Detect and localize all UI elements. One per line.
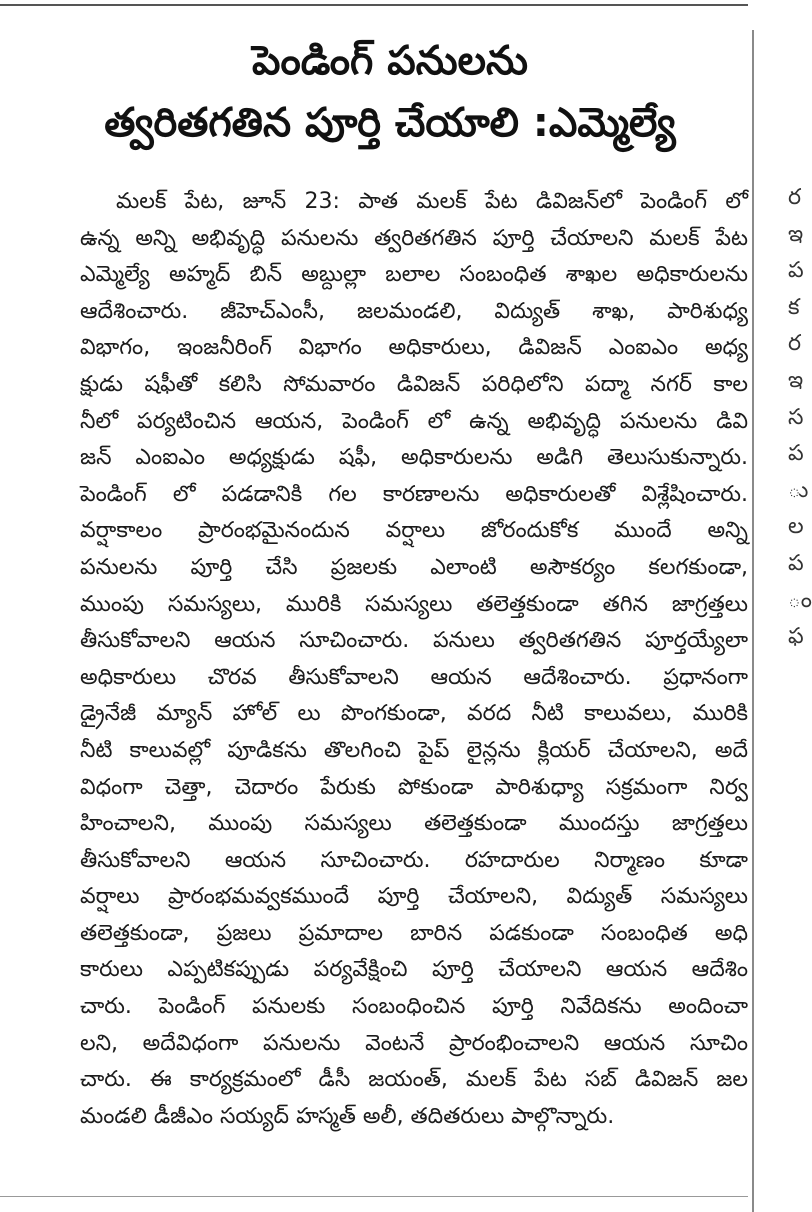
adjacent-column-fragment-text: ల — [788, 514, 804, 540]
article-line: చారు. పెండింగ్ పనులకు సంబంధించిన పూర్తి నివేదికను అందించా — [80, 994, 748, 1020]
headline-line-2: త్వరితగతిన పూర్తి చేయాలి :ఎమ్మెల్యే — [104, 100, 676, 146]
article-line: విభాగం, ఇంజనీరింగ్ విభాగం అధికారులు, డివిజన్ ఎంఐఎం అధ్య — [80, 335, 748, 361]
article-line: జన్ ఎంఐఎం అధ్యక్షుడు షఫీ, అధికారులను అడిగి తెలుసుకున్నారు. — [80, 445, 748, 471]
article-line: పెండింగ్ లో పడడానికి గల కారణాలను అధికారులతో విశ్లేషించారు. — [80, 481, 748, 507]
article-line: ముంపు సమస్యలు, మురికి సమస్యలు తలెత్తకుండా తగిన జాగ్రత్తలు — [80, 591, 748, 617]
article-line: వర్షాకాలం ప్రారంభమైనందున వర్షాలు జోరందుకోక ముందే అన్ని — [80, 518, 748, 544]
adjacent-column-fragment-text: ఇ — [788, 221, 804, 247]
article-line: మండలి డీజీఎం సయ్యద్ హస్మత్ అలీ, తదితరులు పాల్గొన్నారు. — [80, 1103, 615, 1129]
article-line: క్షుడు షఫీతో కలిసి సోమవారం డివిజన్ పరిధిలోని పద్మా నగర్ కాల — [80, 371, 748, 397]
adjacent-column-fragment-text: ప — [788, 550, 804, 576]
article-line: లని, అదేవిధంగా పనులను వెంటనే ప్రారంభించాలని ఆయన సూచిం — [80, 1030, 748, 1056]
adjacent-column-fragment-text: ం — [788, 587, 812, 613]
article-line: తీసుకోవాలని ఆయన సూచించారు. పనులు త్వరితగతిన పూర్తయ్యేలా — [80, 628, 748, 654]
article-body — [80, 184, 748, 1135]
adjacent-column-fragment — [760, 180, 812, 650]
article-line: విధంగా చెత్తా, చెదారం పేరుకు పోకుండా పారిశుధ్యా సక్రమంగా నిర్వ — [80, 774, 748, 800]
article-line: నీలో పర్యటించిన ఆయన, పెండింగ్ లో ఉన్న అభివృద్ధి పనులను డివి — [80, 408, 748, 434]
column-divider — [752, 30, 754, 1212]
article-line: కారులు ఎప్పటికప్పుడు పర్యవేక్షించి పూర్తి చేయాలని ఆయన ఆదేశిం — [80, 957, 748, 983]
article-line: నీటి కాలువల్లో పూడికను తొలగించి పైప్ లైన్లను క్లియర్ చేయాలని, అదే — [80, 737, 748, 763]
article-line: డ్రైనేజీ మ్యాన్ హోల్ లు పొంగకుండా, వరద నీటి కాలువలు, మురికి — [80, 701, 748, 727]
article-line: తీసుకోవాలని ఆయన సూచించారు. రహదారుల నిర్మాణం కూడా — [80, 847, 748, 873]
adjacent-column-fragment-text: ప — [788, 441, 804, 467]
adjacent-column-fragment-text: ర — [788, 331, 802, 357]
article-line: ఆదేశించారు. జీహెచ్‌ఎంసీ, జలమండలి, విద్యుత్ శాఖ, పారిశుధ్య — [80, 298, 748, 324]
adjacent-column-fragment-text: స — [788, 404, 804, 430]
article-line: మలక్ పేట, జూన్ 23: పాత మలక్ పేట డివిజన్‌లో పెండింగ్ లో — [116, 189, 748, 214]
article-line: అధికారులు చొరవ తీసుకోవాలని ఆయన ఆదేశించారు. ప్రధానంగా — [80, 664, 748, 690]
article-line: పనులను పూర్తి చేసి ప్రజలకు ఎలాంటి అసౌకర్యం కలగకుండా, — [80, 554, 748, 580]
bottom-rule — [0, 1196, 748, 1197]
article-line: చారు. ఈ కార్యక్రమంలో డీసీ జయంత్, మలక్ పేట సబ్ డివిజన్ జల — [80, 1067, 748, 1093]
article-line: వర్షాలు ప్రారంభమవ్వకముందే పూర్తి చేయాలని, విద్యుత్ సమస్యలు — [80, 884, 748, 910]
adjacent-column-fragment-text: క — [788, 294, 800, 320]
adjacent-column-fragment-text: ఇ — [788, 367, 804, 393]
top-rule — [0, 4, 748, 6]
article-line: ఎమ్మెల్యే అహ్మద్ బిన్ అబ్దుల్లా బలాల సంబంధిత శాఖల అధికారులను — [80, 262, 748, 288]
headline-line-1: పెండింగ్ పనులను — [252, 38, 528, 84]
adjacent-column-fragment-text: ు — [788, 477, 809, 503]
adjacent-column-fragment-text: ఫ — [788, 624, 804, 650]
adjacent-column-fragment-text: ప — [788, 258, 804, 284]
article-line: తలెత్తకుండా, ప్రజలు ప్రమాదాల బారిన పడకుండా సంబంధిత అధి — [80, 920, 748, 946]
article-line: ఉన్న అన్ని అభివృద్ధి పనులను త్వరితగతిన పూర్తి చేయాలని మలక్ పేట — [80, 225, 748, 251]
adjacent-column-fragment-text: ర — [788, 185, 802, 210]
article-line: హించాలని, ముంపు సమస్యలు తలెత్తకుండా ముందస్తు జాగ్రత్తలు — [80, 811, 748, 837]
